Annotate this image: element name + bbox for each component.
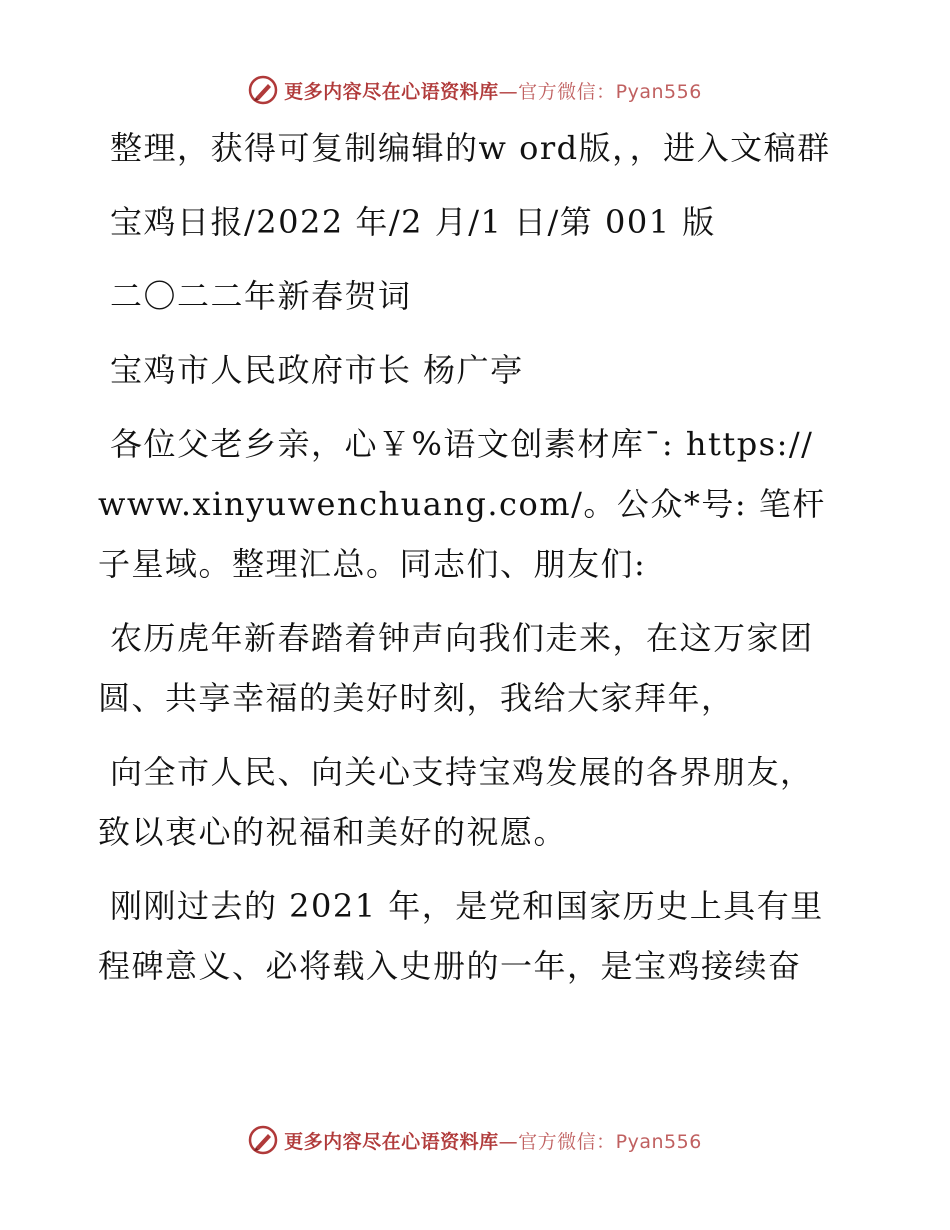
paragraph-author: 宝鸡市人民政府市长 杨广亭 [110,351,524,389]
watermark-separator: — [498,80,519,103]
watermark-wechat: 官方微信：Pyan556 [518,1130,702,1153]
footer-watermark [0,1120,950,1160]
watermark-title: 更多内容尽在心语资料库 [284,80,499,103]
pen-logo-icon [248,1125,278,1155]
watermark-separator: — [498,1130,519,1153]
paragraph-source: 宝鸡日报/2022 年/2 月/1 日/第 001 版 [110,203,716,241]
header-watermark [0,70,950,110]
paragraph-intro: 整理，获得可复制编辑的w ord版，，进入文稿群 [110,129,831,167]
watermark-wechat: 官方微信：Pyan556 [518,80,702,103]
watermark-title: 更多内容尽在心语资料库 [284,1130,499,1153]
paragraph-title: 二〇二二年新春贺词 [110,277,412,315]
paragraph-greeting: 各位父老乡亲，心￥%语文创素材库¯: https://www.xinyuwenchuang.com/。公众*号: 笔杆子星域。整理汇总。同志们、朋友们: [98,425,826,583]
pen-logo-icon [248,75,278,105]
document-body [98,118,838,1010]
paragraph-body-2: 向全市人民、向关心支持宝鸡发展的各界朋友，致以衷心的祝福和美好的祝愿。 [98,753,814,851]
watermark-text [284,77,702,104]
watermark-text [284,1127,702,1154]
paragraph-body-1: 农历虎年新春踏着钟声向我们走来，在这万家团圆、共享幸福的美好时刻，我给大家拜年， [98,619,814,717]
paragraph-body-3: 刚刚过去的 2021 年，是党和国家历史上具有里程碑意义、必将载入史册的一年，是宝鸡接续奋 [98,887,824,985]
